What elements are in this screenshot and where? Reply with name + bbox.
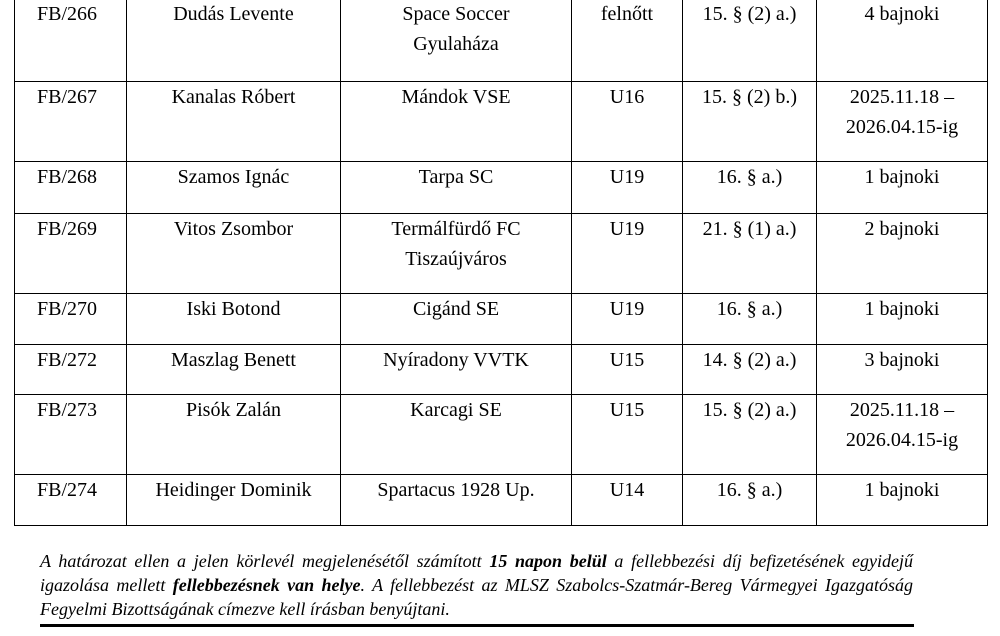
cell-club bbox=[341, 395, 572, 475]
cell-penalty bbox=[817, 395, 988, 475]
note-bold-deadline: 15 napon belül bbox=[489, 551, 607, 571]
cell-line: 1 bajnoki bbox=[864, 166, 940, 188]
cell-club bbox=[341, 475, 572, 526]
cell-line: Nyíradony VVTK bbox=[383, 349, 529, 371]
cell-category: U15 bbox=[572, 345, 683, 395]
cell-name: Iski Botond bbox=[127, 294, 341, 345]
cell-rule: 16. § a.) bbox=[683, 294, 817, 345]
note-bold-appeal: fellebbezésnek van helye bbox=[172, 575, 361, 595]
note-text: A határozat ellen a jelen körlevél megjelenésétől számított bbox=[40, 551, 490, 571]
table-row bbox=[15, 294, 988, 345]
note-text: . A fellebbezést az MLSZ Szabolcs-Szatmár-Bereg Vármegyei Igazgatóság Fegyelmi Bizottságának címezve kell írásban benyújtani. bbox=[40, 575, 913, 619]
cell-line: 2025.11.18 – bbox=[849, 399, 955, 421]
cell-line: Tiszaújváros bbox=[405, 248, 507, 270]
table-row bbox=[15, 475, 988, 526]
cell-code: FB/268 bbox=[15, 162, 127, 214]
cell-name: Vitos Zsombor bbox=[127, 214, 341, 294]
cell-rule: 15. § (2) b.) bbox=[683, 82, 817, 162]
cell-line: Spartacus 1928 Up. bbox=[377, 479, 535, 501]
cell-category: U19 bbox=[572, 162, 683, 214]
cell-category: U19 bbox=[572, 294, 683, 345]
cell-line: Mándok VSE bbox=[401, 86, 511, 108]
cell-line: 2026.04.15-ig bbox=[845, 429, 959, 451]
cell-club bbox=[341, 294, 572, 345]
appeal-note bbox=[40, 549, 913, 621]
cell-line: Termálfürdő FC bbox=[391, 218, 521, 240]
cell-club bbox=[341, 0, 572, 82]
cell-rule: 14. § (2) a.) bbox=[683, 345, 817, 395]
table-row bbox=[15, 214, 988, 294]
cell-name: Dudás Levente bbox=[127, 0, 341, 82]
cell-category: felnőtt bbox=[572, 0, 683, 82]
cell-penalty bbox=[817, 214, 988, 294]
disciplinary-table bbox=[14, 0, 988, 526]
table-row bbox=[15, 395, 988, 475]
cell-code: FB/266 bbox=[15, 0, 127, 82]
cell-name: Kanalas Róbert bbox=[127, 82, 341, 162]
cell-penalty bbox=[817, 162, 988, 214]
cell-line: 3 bajnoki bbox=[864, 349, 940, 371]
cell-penalty bbox=[817, 475, 988, 526]
cell-line: Gyulaháza bbox=[413, 33, 499, 55]
cell-line: 2025.11.18 – bbox=[849, 86, 955, 108]
table-row bbox=[15, 0, 988, 82]
cell-line: 1 bajnoki bbox=[864, 298, 940, 320]
cell-club bbox=[341, 162, 572, 214]
cell-penalty bbox=[817, 0, 988, 82]
table-row bbox=[15, 82, 988, 162]
cell-name: Szamos Ignác bbox=[127, 162, 341, 214]
cell-code: FB/269 bbox=[15, 214, 127, 294]
cell-name: Maszlag Benett bbox=[127, 345, 341, 395]
bottom-rule bbox=[40, 624, 914, 627]
cell-line: Space Soccer bbox=[402, 3, 510, 25]
cell-code: FB/270 bbox=[15, 294, 127, 345]
cell-rule: 21. § (1) a.) bbox=[683, 214, 817, 294]
note-text: a fellebbezési díj befizetésének egyidejű igazolása mellett bbox=[40, 551, 914, 595]
cell-rule: 15. § (2) a.) bbox=[683, 0, 817, 82]
cell-line: Cigánd SE bbox=[412, 298, 500, 320]
cell-category: U16 bbox=[572, 82, 683, 162]
cell-code: FB/274 bbox=[15, 475, 127, 526]
cell-name: Heidinger Dominik bbox=[127, 475, 341, 526]
table-row bbox=[15, 162, 988, 214]
cell-category: U19 bbox=[572, 214, 683, 294]
cell-penalty bbox=[817, 294, 988, 345]
cell-code: FB/267 bbox=[15, 82, 127, 162]
cell-club bbox=[341, 82, 572, 162]
cell-rule: 15. § (2) a.) bbox=[683, 395, 817, 475]
cell-code: FB/273 bbox=[15, 395, 127, 475]
cell-line: 2026.04.15-ig bbox=[845, 116, 959, 138]
cell-line: Tarpa SC bbox=[418, 166, 494, 188]
cell-rule: 16. § a.) bbox=[683, 162, 817, 214]
cell-line: 4 bajnoki bbox=[864, 3, 940, 25]
cell-penalty bbox=[817, 82, 988, 162]
cell-club bbox=[341, 214, 572, 294]
cell-name: Pisók Zalán bbox=[127, 395, 341, 475]
cell-club bbox=[341, 345, 572, 395]
cell-line: 2 bajnoki bbox=[864, 218, 940, 240]
cell-line: Karcagi SE bbox=[410, 399, 502, 421]
cell-penalty bbox=[817, 345, 988, 395]
cell-rule: 16. § a.) bbox=[683, 475, 817, 526]
table-row bbox=[15, 345, 988, 395]
cell-code: FB/272 bbox=[15, 345, 127, 395]
cell-line: 1 bajnoki bbox=[864, 479, 940, 501]
cell-category: U14 bbox=[572, 475, 683, 526]
cell-category: U15 bbox=[572, 395, 683, 475]
